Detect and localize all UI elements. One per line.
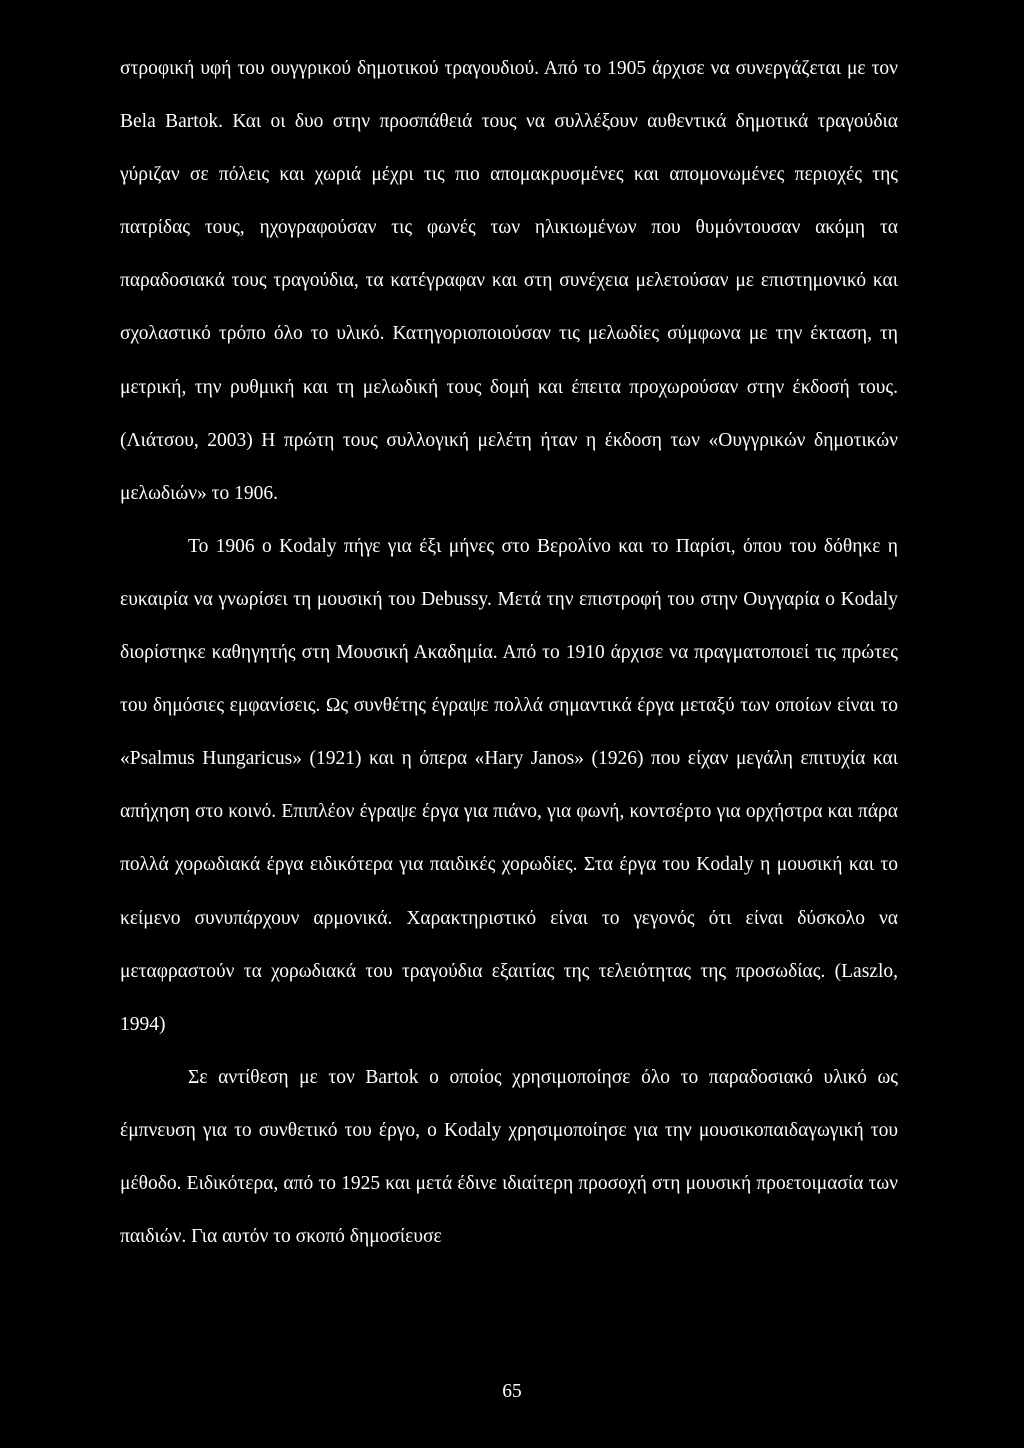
page-number: 65: [502, 1381, 522, 1402]
paragraph-kodaly-career: Το 1906 ο Kodaly πήγε για έξι μήνες στο Βερολίνο και το Παρίσι, όπου του δόθηκε η ευκαιρία να γνωρίσει τη μουσική του Debussy. Μετά την επιστροφή του στην Ουγγαρία ο Kodaly διορίστηκε καθηγητής στη Μουσική Ακαδημία. Από το 1910 άρχισε να πραγματοποιεί τις πρώτες του δημόσιες εμφανίσεις. Ως συνθέτης έγραψε πολλά σημαντικά έργα μεταξύ των οποίων είναι το «Psalmus Hungaricus» (1921) και η όπερα «Hary Janos» (1926) που είχαν μεγάλη επιτυχία και απήχηση στο κοινό. Επιπλέον έγραψε έργα για πιάνο, για φωνή, κοντσέρτο για ορχήστρα και πάρα πολλά χορωδιακά έργα ειδικότερα για παιδικές χορωδίες. Στα έργα του Kodaly η μουσική και το κείμενο συνυπάρχουν αρμονικά. Χαρακτηριστικό είναι το γεγονός ότι είναι δύσκολο να μεταφραστούν τα χορωδιακά του τραγούδια εξαιτίας της τελειότητας της προσωδίας. (Laszlo, 1994): [120, 535, 898, 1035]
paragraph-kodaly-method: Σε αντίθεση με τον Bartok ο οποίος χρησιμοποίησε όλο το παραδοσιακό υλικό ως έμπνευση για το συνθετικό του έργο, ο Kodaly χρησιμοποίησε για την μουσικοπαιδαγωγική του μέθοδο. Ειδικότερα, από το 1925 και μετά έδινε ιδιαίτερη προσοχή στη μουσική προετοιμασία των παιδιών. Για αυτόν το σκοπό δημοσίευσε: [120, 1066, 898, 1248]
paragraph-continuation: στροφική υφή του ουγγρικού δημοτικού τραγουδιού. Από το 1905 άρχισε να συνεργάζεται με τον Bela Bartok. Και οι δυο στην προσπάθειά τους να συλλέξουν αυθεντικά δημοτικά τραγούδια γύριζαν σε πόλεις και χωριά μέχρι τις πιο απομακρυσμένες και απομονωμένες περιοχές της πατρίδας τους, ηχογραφούσαν τις φωνές των ηλικιωμένων που θυμόντουσαν ακόμη τα παραδοσιακά τους τραγούδια, τα κατέγραφαν και στη συνέχεια μελετούσαν με επιστημονικό και σχολαστικό τρόπο όλο το υλικό. Κατηγοριοποιούσαν τις μελωδίες σύμφωνα με την έκταση, τη μετρική, την ρυθμική και τη μελωδική τους δομή και έπειτα προχωρούσαν στην έκδοσή τους. (Λιάτσου, 2003) Η πρώτη τους συλλογική μελέτη ήταν η έκδοση των «Ουγγρικών δημοτικών μελωδιών» το 1906.: [120, 58, 898, 504]
document-page: [120, 42, 898, 1263]
